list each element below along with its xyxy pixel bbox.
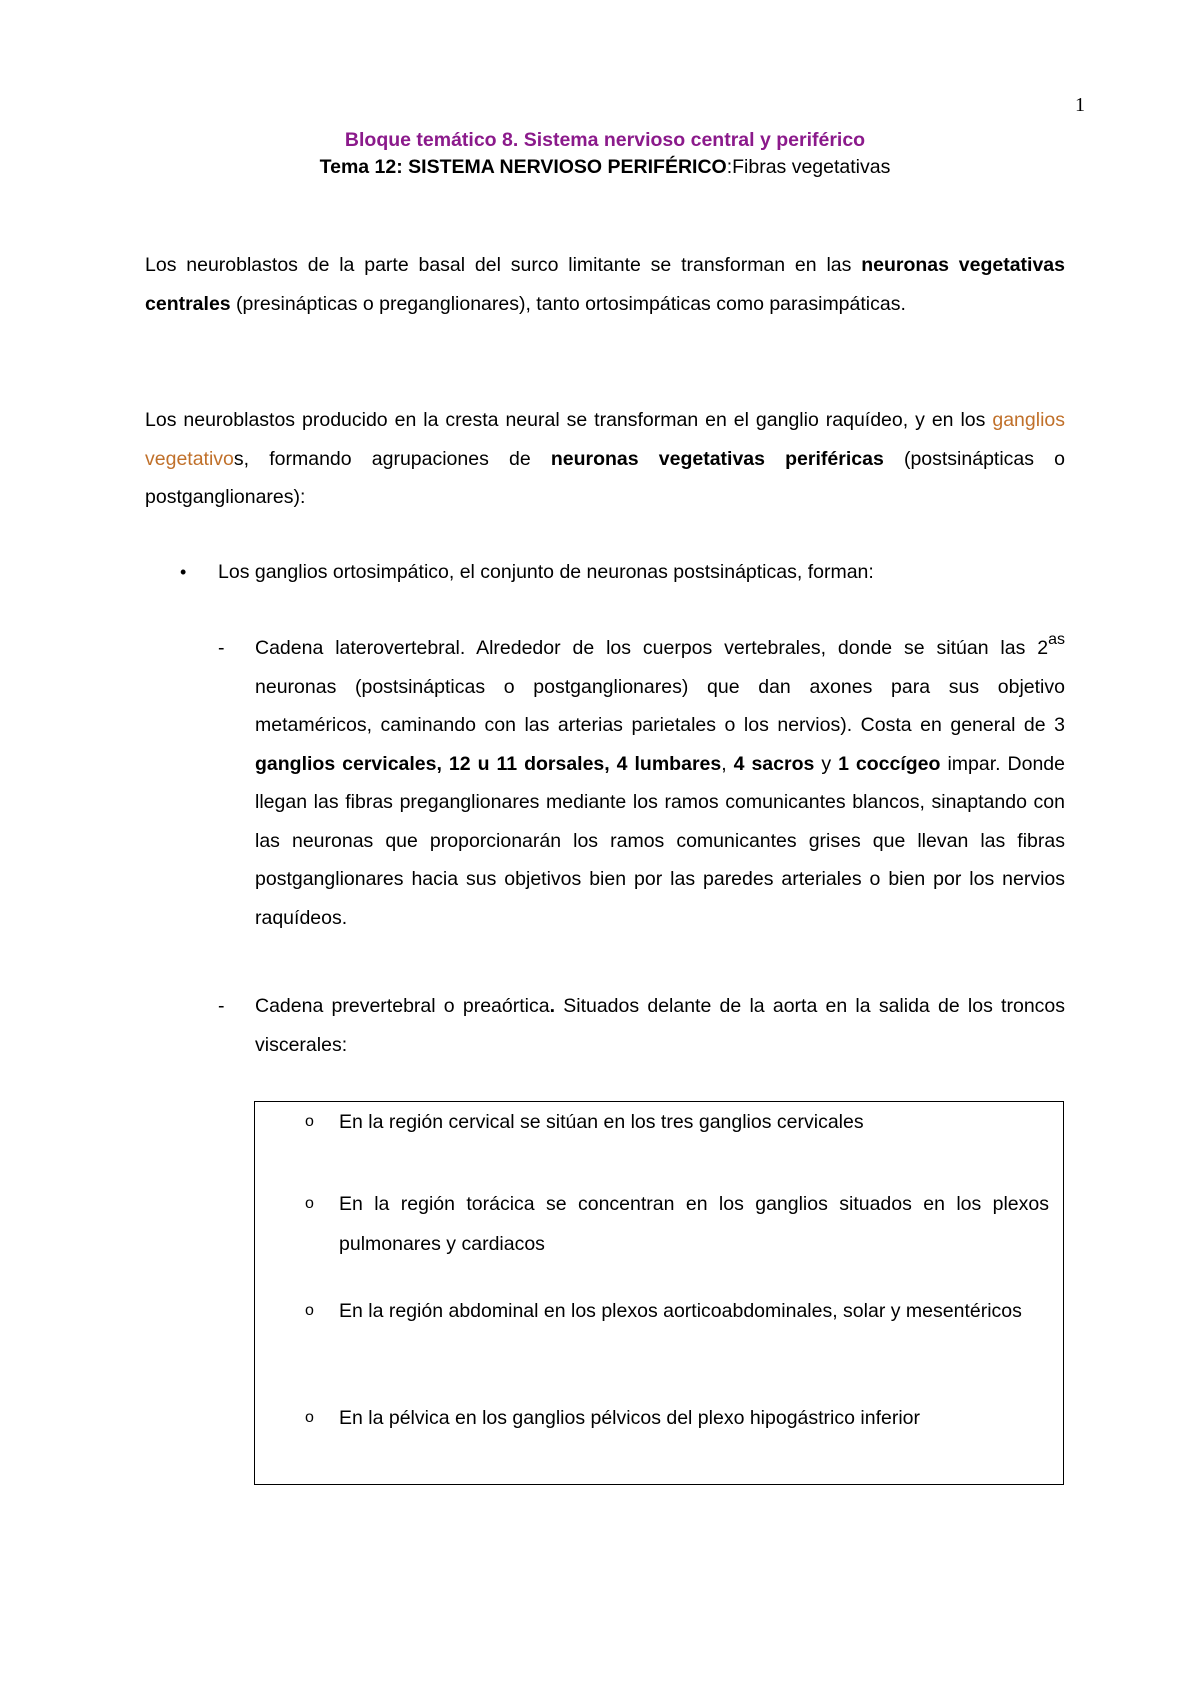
page-number: 1 bbox=[1075, 94, 1085, 116]
superscript: as bbox=[1048, 631, 1065, 648]
circle-bullet-icon: o bbox=[305, 1302, 314, 1319]
bold-term: 1 coccígeo bbox=[838, 752, 941, 775]
text-run: (postsinápticas o postganglionares): bbox=[145, 447, 1066, 508]
dash-icon: - bbox=[218, 995, 225, 1017]
block-title: Bloque temático 8. Sistema nervioso central y periférico bbox=[344, 129, 866, 151]
text-run: y bbox=[814, 752, 839, 775]
topic-title-rest: :Fibras vegetativas bbox=[726, 156, 891, 178]
bold-term: neuronas vegetativas centrales bbox=[145, 254, 1066, 315]
box-item-text: En la región abdominal en los plexos aorticoabdominales, solar y mesentéricos bbox=[339, 1300, 1022, 1322]
text-run: Cadena prevertebral o preaórtica bbox=[255, 995, 550, 1017]
text-run: Los neuroblastos producido en la cresta neural se transforman en el ganglio raquídeo, y en los bbox=[145, 409, 993, 431]
dash-item-body bbox=[255, 629, 1065, 937]
text-run: neuronas (postsinápticas o postganglionares) que dan axones para sus objetivo metaméricos, caminando con las arterias parietales o los nervios). Costa en general de 3 bbox=[255, 675, 1065, 736]
box-item-text: En la región cervical se sitúan en los tres ganglios cervicales bbox=[339, 1111, 864, 1133]
paragraph-peripheral-neurons bbox=[145, 401, 1065, 517]
topic-title bbox=[145, 154, 1065, 180]
text-run: Cadena laterovertebral. Alrededor de los cuerpos vertebrales, donde se sitúan las 2 bbox=[255, 637, 1049, 659]
box-item-text: En la pélvica en los ganglios pélvicos del plexo hipogástrico inferior bbox=[339, 1407, 921, 1429]
text-run: Situados delante de la aorta en la salida de los troncos viscerales: bbox=[255, 995, 1066, 1056]
bold-term: ganglios cervicales, 12 u 11 dorsales, 4 lumbares bbox=[255, 752, 722, 775]
text-run: , bbox=[721, 752, 734, 775]
text-run: Los neuroblastos de la parte basal del surco limitante se transforman en las bbox=[145, 254, 862, 276]
topic-title-bold: Tema 12: SISTEMA NERVIOSO PERIFÉRICO bbox=[319, 156, 727, 178]
dash-icon: - bbox=[218, 637, 225, 659]
document-header bbox=[145, 126, 1065, 180]
box-item-text: En la región torácica se concentran en los ganglios situados en los plexos pulmonares y cardiacos bbox=[339, 1193, 1049, 1255]
text-run: (presinápticas o preganglionares), tanto ortosimpáticas como parasimpáticas. bbox=[230, 292, 906, 315]
text-run: s, formando agrupaciones de bbox=[233, 447, 551, 470]
circle-bullet-icon: o bbox=[305, 1113, 314, 1130]
paragraph-central-neurons bbox=[145, 246, 1065, 323]
dash-item-body bbox=[255, 987, 1065, 1064]
bold-term: 4 sacros bbox=[733, 752, 815, 775]
circle-bullet-icon: o bbox=[305, 1195, 314, 1212]
highlighted-term: ganglios vegetativo bbox=[145, 409, 1065, 470]
bullet-text: Los ganglios ortosimpático, el conjunto de neuronas postsinápticas, forman: bbox=[218, 561, 874, 583]
text-run: impar. Donde llegan las fibras preganglionares mediante los ramos comunicantes blancos, sinaptando con las neuronas que proporcionarán los ramos comunicantes grises que llevan las fibras postganglionares hacia sus objetivos bien por las paredes arteriales o bien por los nervios raquídeos. bbox=[255, 752, 1065, 929]
bullet-icon: • bbox=[180, 562, 187, 582]
regions-box bbox=[254, 1101, 1064, 1485]
circle-bullet-icon: o bbox=[305, 1409, 314, 1426]
bold-term: neuronas vegetativas periféricas bbox=[550, 447, 884, 470]
bold-term: . bbox=[549, 995, 556, 1017]
